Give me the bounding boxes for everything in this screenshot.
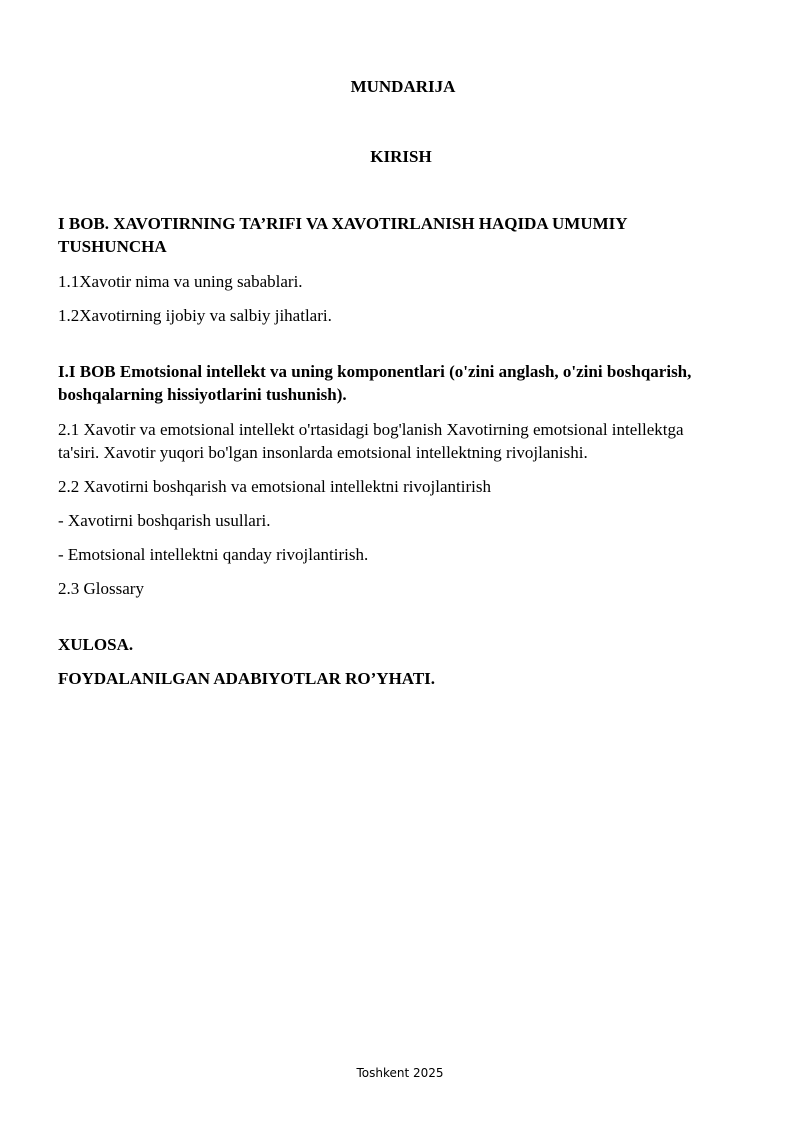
chapter1-title: I BOB. XAVOTIRNING TA’RIFI VA XAVOTIRLANISH HAQIDA UMUMIY TUSHUNCHA	[58, 214, 627, 256]
chapter1-item: 1.1Xavotir nima va uning sabablari.	[58, 272, 303, 291]
toc-content	[58, 212, 718, 690]
chapter2-item: 2.1 Xavotir va emotsional intellekt o'rtasidagi bog'lanish Xavotirning emotsional intellektga ta'siri. Xavotir yuqori bo'lgan insonlarda emotsional intellektning rivojlanishi.	[58, 420, 684, 462]
chapter2-item: 2.2 Xavotirni boshqarish va emotsional intellektni rivojlantirish	[58, 477, 491, 496]
toc-title: MUNDARIJA	[350, 77, 456, 96]
chapter2-item: - Emotsional intellektni qanday rivojlantirish.	[58, 545, 369, 564]
chapter2-title: I.I BOB Emotsional intellekt va uning komponentlari (o'zini anglash, o'zini boshqarish, boshqalarning hissiyotlarini tushunish).	[58, 362, 692, 404]
chapter2-item: - Xavotirni boshqarish usullari.	[58, 511, 271, 530]
intro-heading: KIRISH	[370, 147, 432, 166]
references-heading: FOYDALANILGAN ADABIYOTLAR RO’YHATI.	[58, 669, 436, 688]
footer-place-year: Toshkent 2025	[356, 1066, 444, 1080]
chapter1-item: 1.2Xavotirning ijobiy va salbiy jihatlari.	[58, 306, 332, 325]
chapter2-item: 2.3 Glossary	[58, 579, 144, 598]
conclusion-heading: XULOSA.	[58, 635, 134, 654]
